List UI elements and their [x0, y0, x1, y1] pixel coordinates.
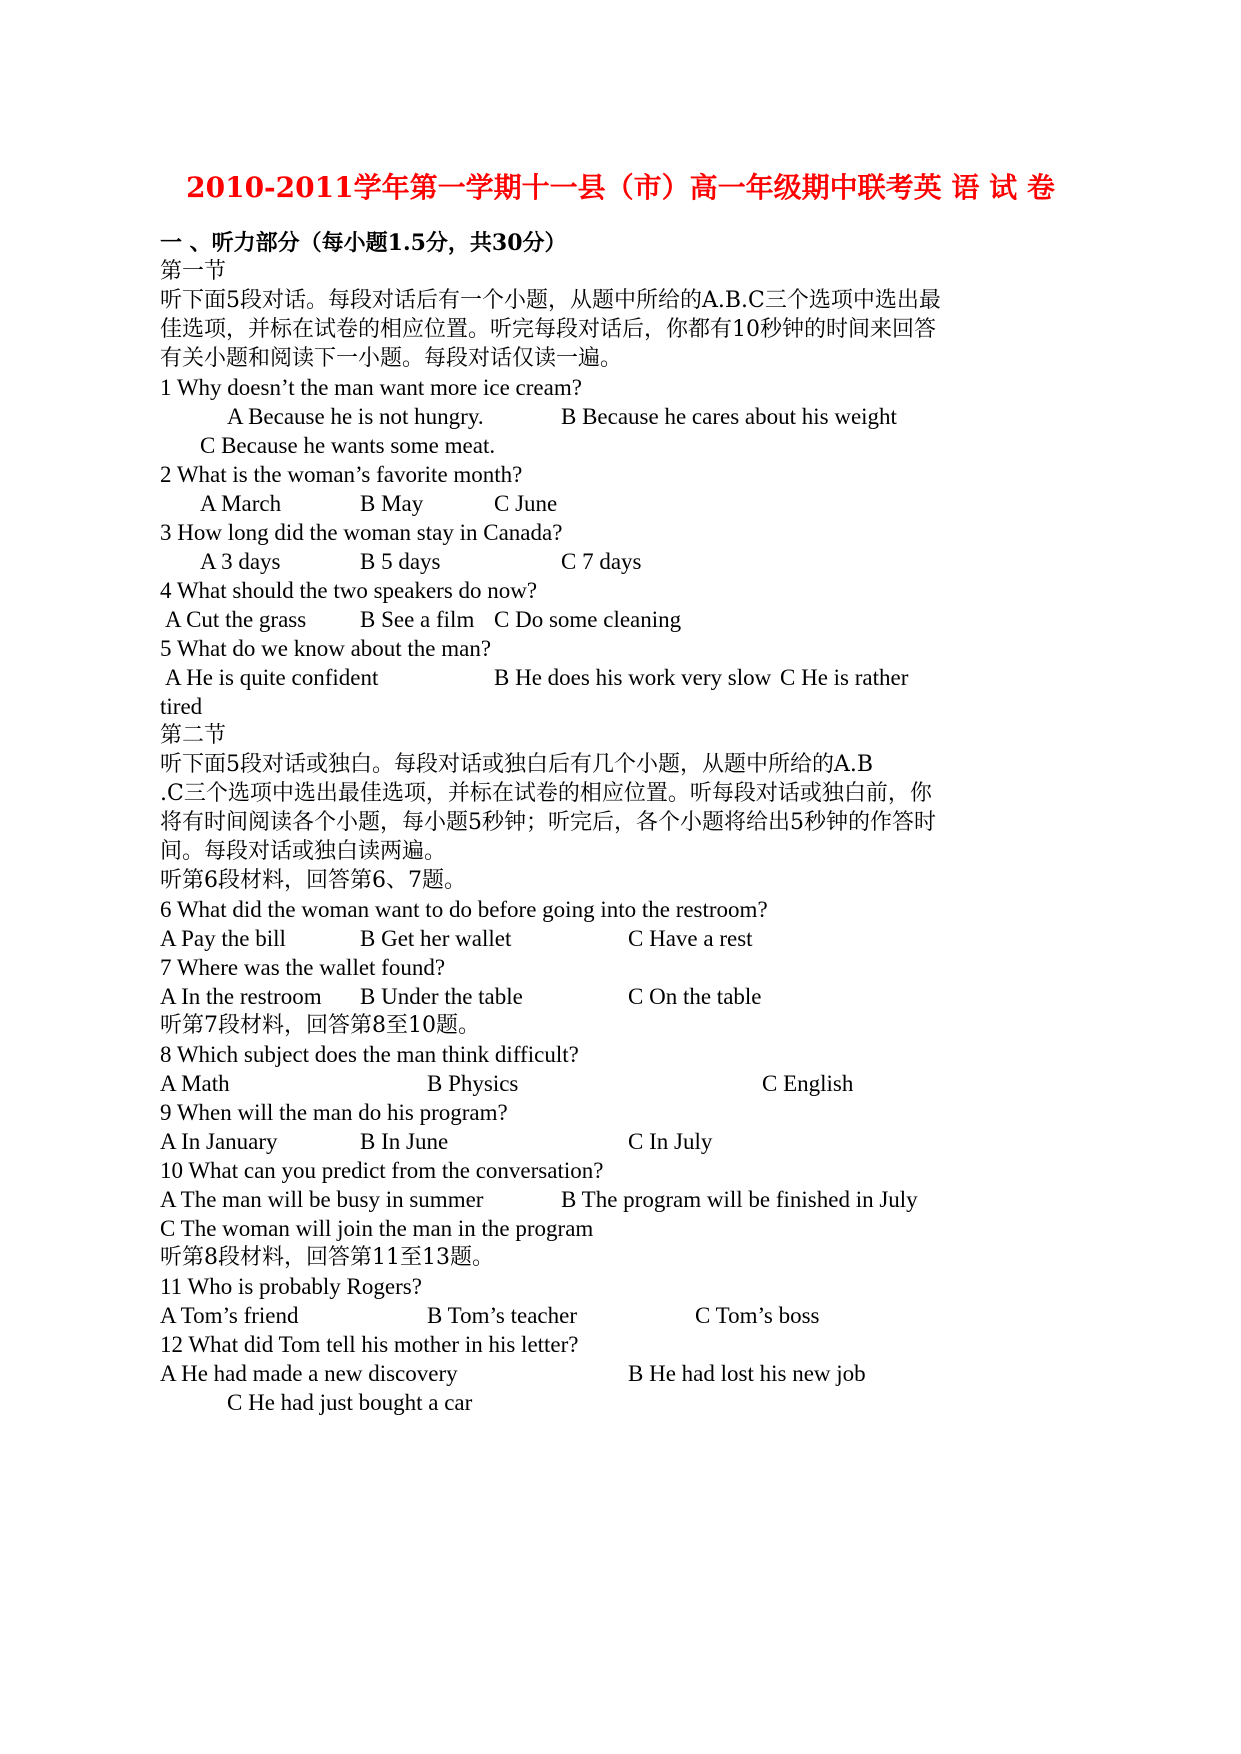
- question-8-option-c: C English: [762, 1071, 854, 1096]
- question-4-option-b: B See a film: [360, 607, 475, 632]
- question-11-option-c: C Tom’s boss: [695, 1303, 820, 1328]
- question-12-option-a: A He had made a new discovery: [160, 1361, 458, 1386]
- question-2-stem: 2 What is the woman’s favorite month?: [160, 462, 523, 487]
- question-3-option-b: B 5 days: [360, 549, 441, 574]
- question-5-option-c: C He is rather: [780, 665, 909, 690]
- question-9-option-b: B In June: [360, 1129, 449, 1154]
- part2-instruction-line: 将有时间阅读各个小题，每小题5秒钟；听完后，各个小题将给出5秒钟的作答时: [160, 810, 936, 835]
- question-9-option-c: C In July: [628, 1129, 713, 1154]
- question-7-stem: 7 Where was the wallet found?: [160, 955, 446, 980]
- part2-instruction-line: 听下面5段对话或独白。每段对话或独白后有几个小题，从题中所给的A.B: [160, 752, 874, 777]
- question-1-option-b: B Because he cares about his weight: [561, 404, 897, 429]
- material-8-note: 听第8段材料，回答第11至13题。: [160, 1245, 494, 1270]
- part1-instruction-line: 听下面5段对话。每段对话后有一个小题，从题中所给的A.B.C三个选项中选出最: [160, 288, 941, 313]
- question-9-option-a: A In January: [160, 1129, 278, 1154]
- question-6-option-b: B Get her wallet: [360, 926, 512, 951]
- section-heading: 一 、听力部分（每小题1.5分，共30分）: [160, 230, 567, 256]
- part2-instruction-line: .C三个选项中选出最佳选项，并标在试卷的相应位置。听每段对话或独白前，你: [160, 781, 932, 806]
- question-8-option-a: A Math: [160, 1071, 230, 1096]
- question-4-option-c: C Do some cleaning: [494, 607, 682, 632]
- question-1-option-c: C Because he wants some meat.: [200, 433, 496, 458]
- question-12-option-c: C He had just bought a car: [227, 1390, 473, 1415]
- question-10-option-c: C The woman will join the man in the program: [160, 1216, 594, 1241]
- question-5-stem: 5 What do we know about the man?: [160, 636, 492, 661]
- question-5-option-a: A He is quite confident: [165, 665, 379, 690]
- part1-label: 第一节: [160, 259, 227, 284]
- question-11-stem: 11 Who is probably Rogers?: [160, 1274, 422, 1299]
- question-10-option-b: B The program will be finished in July: [561, 1187, 918, 1212]
- question-10-option-a: A The man will be busy in summer: [160, 1187, 484, 1212]
- question-8-stem: 8 Which subject does the man think difficult?: [160, 1042, 579, 1067]
- question-4-stem: 4 What should the two speakers do now?: [160, 578, 538, 603]
- question-6-option-a: A Pay the bill: [160, 926, 286, 951]
- part2-instruction-line: 间。每段对话或独白读两遍。: [160, 839, 447, 864]
- question-1-option-a: A Because he is not hungry.: [227, 404, 484, 429]
- question-7-option-a: A In the restroom: [160, 984, 322, 1009]
- question-8-option-b: B Physics: [427, 1071, 519, 1096]
- question-2-option-b: B May: [360, 491, 424, 516]
- question-10-stem: 10 What can you predict from the conversation?: [160, 1158, 604, 1183]
- question-5-option-c-continued: tired: [160, 694, 203, 719]
- material-7-note: 听第7段材料，回答第8至10题。: [160, 1013, 480, 1038]
- question-9-stem: 9 When will the man do his program?: [160, 1100, 508, 1125]
- question-4-option-a: A Cut the grass: [165, 607, 307, 632]
- question-11-option-b: B Tom’s teacher: [427, 1303, 577, 1328]
- question-5-option-b: B He does his work very slow: [494, 665, 772, 690]
- question-6-option-c: C Have a rest: [628, 926, 753, 951]
- question-1-stem: 1 Why doesn’t the man want more ice cream?: [160, 375, 582, 400]
- question-3-option-a: A 3 days: [200, 549, 281, 574]
- question-11-option-a: A Tom’s friend: [160, 1303, 299, 1328]
- question-2-option-c: C June: [494, 491, 558, 516]
- part1-instruction-line: 佳选项，并标在试卷的相应位置。听完每段对话后，你都有10秒钟的时间来回答: [160, 317, 936, 342]
- question-12-option-b: B He had lost his new job: [628, 1361, 866, 1386]
- question-3-option-c: C 7 days: [561, 549, 642, 574]
- question-12-stem: 12 What did Tom tell his mother in his letter?: [160, 1332, 579, 1357]
- part2-label: 第二节: [160, 723, 227, 748]
- question-7-option-b: B Under the table: [360, 984, 523, 1009]
- part1-instruction-line: 有关小题和阅读下一小题。每段对话仅读一遍。: [160, 346, 623, 371]
- question-7-option-c: C On the table: [628, 984, 762, 1009]
- question-3-stem: 3 How long did the woman stay in Canada?: [160, 520, 563, 545]
- question-2-option-a: A March: [200, 491, 282, 516]
- exam-title: 2010-2011学年第一学期十一县（市）高一年级期中联考英 语 试 卷: [186, 171, 1055, 204]
- question-6-stem: 6 What did the woman want to do before going into the restroom?: [160, 897, 768, 922]
- material-6-note: 听第6段材料，回答第6、7题。: [160, 868, 466, 893]
